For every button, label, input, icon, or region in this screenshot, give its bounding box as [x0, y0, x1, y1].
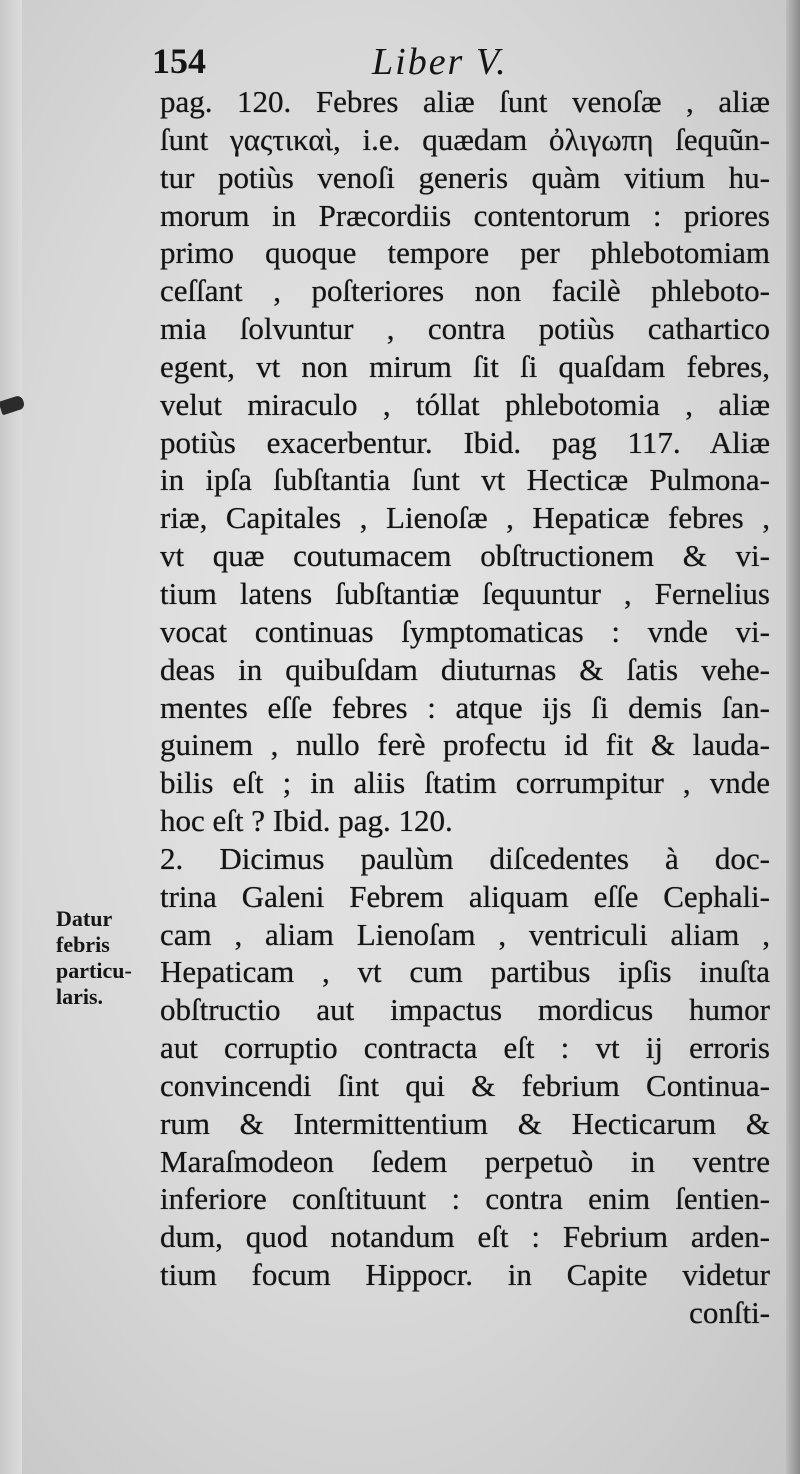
text-line: riæ, Capitales , Lienoſæ , Hepaticæ febres , — [160, 500, 770, 536]
text-line: 2. Dicimus paulùm diſcedentes à doc- — [160, 840, 770, 876]
running-title: Liber V. — [372, 41, 508, 83]
text-line: ceſſant , poſteriores non facilè phleboto- — [160, 273, 770, 309]
margin-note-line: Datur — [56, 906, 113, 931]
text-line: mia ſolvuntur , contra potiùs cathartico — [160, 311, 770, 347]
margin-note-line: laris. — [56, 984, 104, 1009]
text-line: deas in quibuſdam diuturnas & ſatis vehe- — [160, 651, 770, 687]
margin-note-line: febris — [56, 932, 110, 957]
text-line: tium latens ſubſtantiæ ſequuntur , Fernelius — [160, 575, 770, 611]
text-line: hoc eſt ? Ibid. pag. 120. — [160, 803, 453, 839]
text-line: convincendi ſint qui & febrium Continua- — [160, 1067, 770, 1103]
text-line: vocat continuas ſymptomaticas : vnde vi- — [160, 613, 770, 649]
text-line: morum in Præcordiis contentorum : priores — [160, 197, 770, 233]
text-line: Hepaticam , vt cum partibus ipſis inuſta — [160, 954, 770, 990]
text-line: in ipſa ſubſtantia ſunt vt Hecticæ Pulmona- — [160, 462, 770, 498]
text-line: trina Galeni Febrem aliquam eſſe Cephali- — [160, 878, 770, 914]
text-line: rum & Intermittentium & Hecticarum & — [160, 1105, 770, 1141]
text-line: egent, vt non mirum ſit ſi quaſdam febres, — [160, 348, 770, 384]
text-line: aut corruptio contracta eſt : vt ij erroris — [160, 1030, 770, 1066]
margin-note — [56, 906, 156, 1010]
page-number: 154 — [152, 41, 206, 81]
page-left-edge — [0, 0, 22, 1474]
page-right-edge — [786, 0, 800, 1474]
text-line: cam , aliam Lienoſam , ventriculi aliam , — [160, 916, 770, 952]
text-line: tur potiùs venoſi generis quàm vitium hu- — [160, 159, 770, 195]
text-line: mentes eſſe febres : atque ijs ſi demis ſan- — [160, 689, 770, 725]
text-line: Maraſmodeon ſedem perpetuò in ventre — [160, 1143, 770, 1179]
text-line: dum, quod notandum eſt : Febrium arden- — [160, 1219, 770, 1255]
text-line: ſunt γαςτικαὶ, i.e. quædam ὀλιγωπη ſequũn- — [160, 121, 770, 157]
text-line: obſtructio aut impactus mordicus humor — [160, 992, 770, 1028]
body-text — [160, 83, 770, 1332]
text-line: guinem , nullo ferè profectu id fit & lauda- — [160, 727, 770, 763]
catchword: conſti- — [689, 1295, 770, 1330]
text-line: velut miraculo , tóllat phlebotomia , aliæ — [160, 386, 770, 422]
text-line: pag. 120. Febres aliæ ſunt venoſæ , aliæ — [160, 84, 770, 119]
text-line: vt quæ coutumacem obſtructionem & vi- — [160, 538, 770, 574]
text-line: potiùs exacerbentur. Ibid. pag 117. Aliæ — [160, 424, 770, 460]
text-line: tium focum Hippocr. in Capite videtur — [160, 1257, 770, 1293]
text-line: primo quoque tempore per phlebotomiam — [160, 235, 770, 271]
text-line: inferiore conſtituunt : contra enim ſentien- — [160, 1181, 770, 1217]
margin-note-line: particu- — [56, 958, 132, 983]
text-line: bilis eſt ; in aliis ſtatim corrumpitur , vnde — [160, 765, 770, 801]
